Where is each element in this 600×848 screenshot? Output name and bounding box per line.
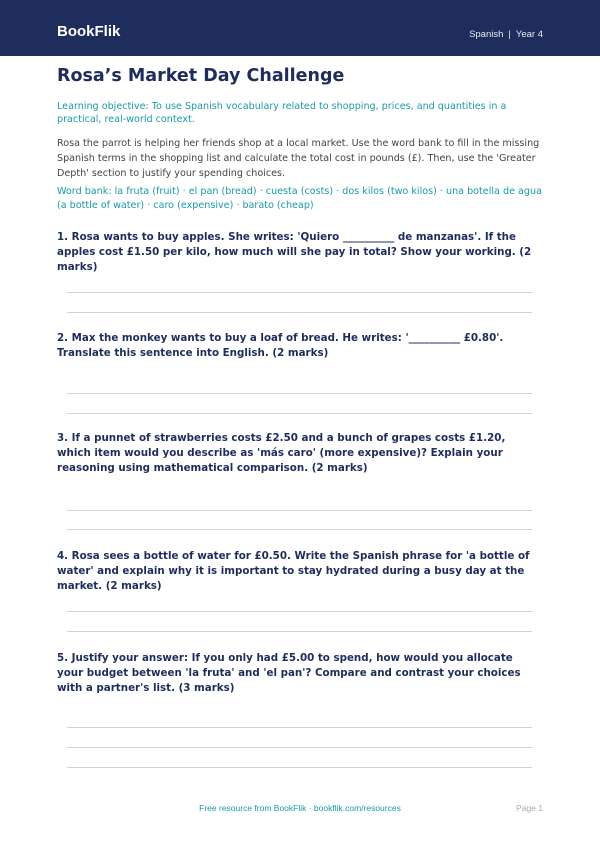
page-title: Rosa’s Market Day Challenge — [57, 66, 345, 86]
subject-label: Spanish — [469, 29, 504, 40]
answer-line-q2-1[interactable] — [67, 393, 532, 394]
word-bank: Word bank: la fruta (fruit) · el pan (bread) · cuesta (costs) · dos kilos (two kilos) · una botella de agua (a bottle of water) · caro (expensive) · barato (cheap) — [57, 186, 542, 211]
answer-line-q5-2[interactable] — [67, 747, 532, 748]
answer-line-q1-2[interactable] — [67, 312, 532, 313]
intro-text: Rosa the parrot is helping her friends shop at a local market. Use the word bank to fill in the missing Spanish terms in the shopping list and calculate the total cost in pounds (£). Then, use the 'Greater Depth' section to justify your spending choices. — [57, 138, 540, 179]
footer-credit[interactable]: Free resource from BookFlik · bookflik.com/resources — [199, 803, 401, 813]
answer-line-q4-1[interactable] — [67, 611, 532, 612]
answer-line-q4-2[interactable] — [67, 631, 532, 632]
question-5: 5. Justify your answer: If you only had £5.00 to spend, how would you allocate your budget between 'la fruta' and 'el pan'? Compare and contrast your choices with a partner's list. (3 marks) — [57, 652, 521, 694]
header-bar — [0, 0, 600, 56]
question-2: 2. Max the monkey wants to buy a loaf of bread. He writes: '__________ £0.80'. Translate this sentence into English. (2 marks) — [57, 332, 504, 359]
answer-line-q3-1[interactable] — [67, 510, 532, 511]
year-label: Year 4 — [515, 29, 543, 40]
learning-objective: Learning objective: To use Spanish vocabulary related to shopping, prices, and quantities in a practical, real-world context. — [57, 101, 507, 125]
header-meta — [469, 29, 543, 40]
brand-logo[interactable]: BookFlik — [57, 23, 121, 40]
answer-line-q5-1[interactable] — [67, 727, 532, 728]
answer-line-q3-2[interactable] — [67, 529, 532, 530]
question-3: 3. If a punnet of strawberries costs £2.50 and a bunch of grapes costs £1.20, which item would you describe as 'más caro' (more expensive)? Explain your reasoning using mathematical comparison. (2 marks) — [57, 432, 506, 474]
question-1: 1. Rosa wants to buy apples. She writes: 'Quiero __________ de manzanas'. If the apples cost £1.50 per kilo, how much will she pay in total? Show your working. (2 marks) — [57, 231, 532, 273]
answer-line-q5-3[interactable] — [67, 767, 532, 768]
page-number: Page 1 — [516, 803, 543, 813]
question-4: 4. Rosa sees a bottle of water for £0.50. Write the Spanish phrase for 'a bottle of water' and explain why it is important to stay hydrated during a busy day at the market. (2 marks) — [57, 550, 530, 592]
answer-line-q1-1[interactable] — [67, 292, 532, 293]
header-separator: | — [508, 29, 511, 40]
answer-line-q2-2[interactable] — [67, 413, 532, 414]
